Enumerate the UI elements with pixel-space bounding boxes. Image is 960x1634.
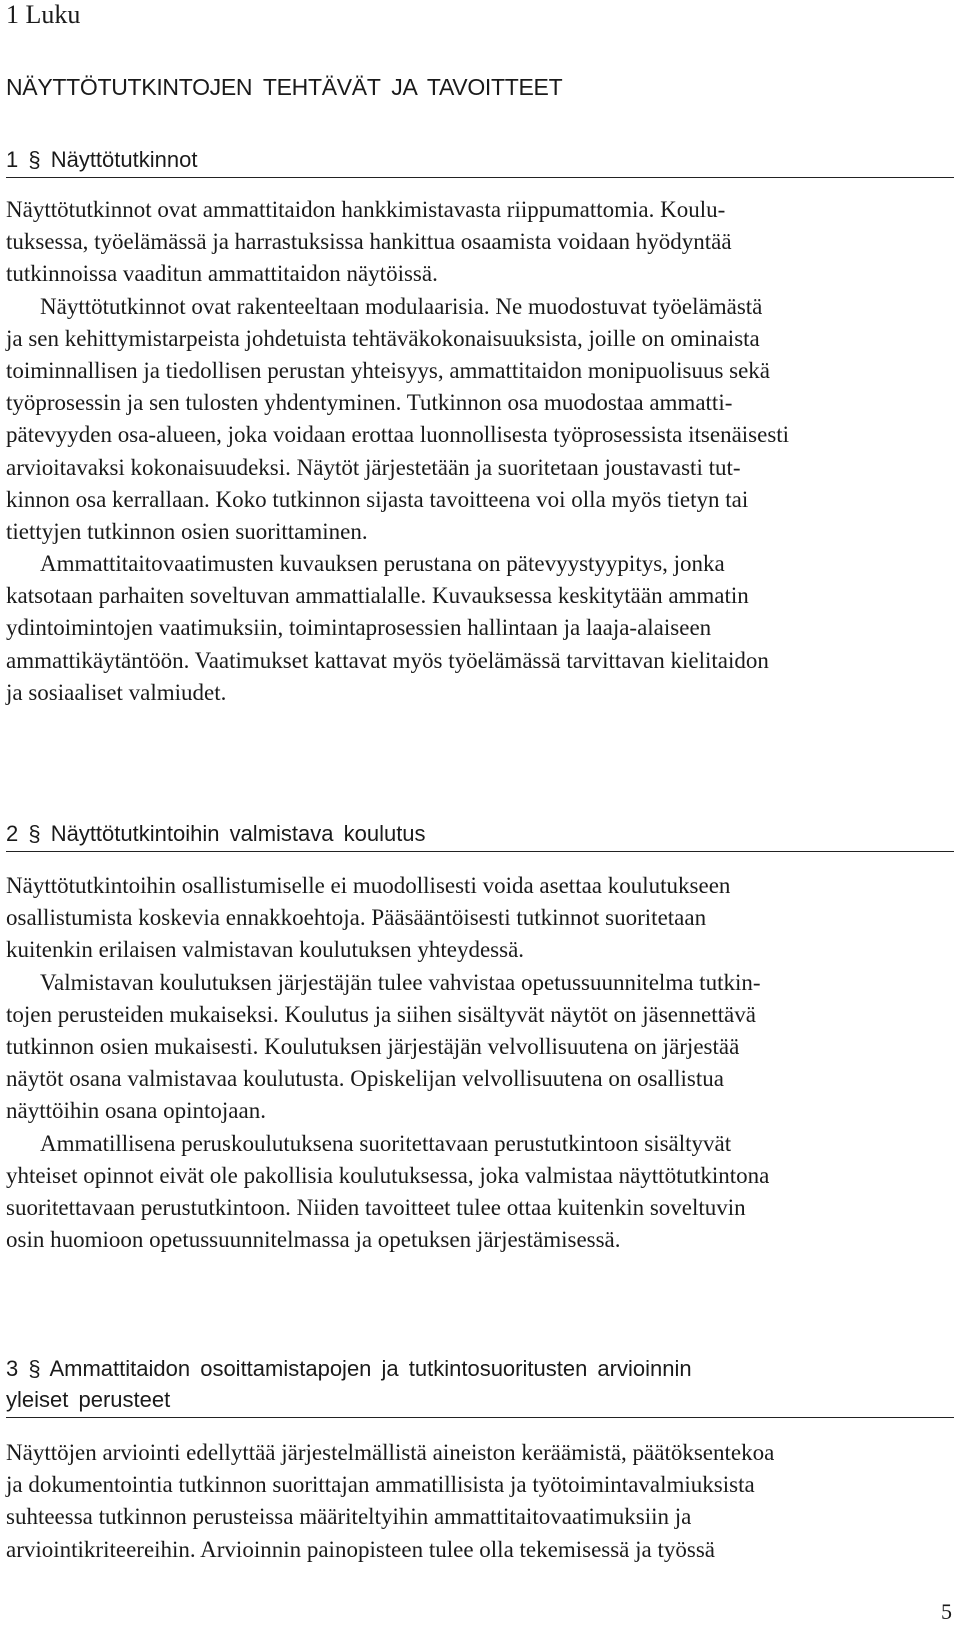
- part-title: NÄYTTÖTUTKINTOJEN TEHTÄVÄT JA TAVOITTEET: [6, 74, 563, 100]
- text-line: ja sosiaaliset valmiudet.: [6, 679, 227, 705]
- section-3-paragraph-1: [6, 1437, 954, 1566]
- section-2-paragraph-1: [6, 870, 954, 967]
- text-line: näytöt osana valmistavaa koulutusta. Opiskelijan velvollisuutena on osallistua: [6, 1066, 724, 1092]
- text-line: toiminnallisen ja tiedollisen perustan yhteisyys, ammattitaidon monipuolisuus sekä: [6, 358, 771, 383]
- text-line: Ammattitaitovaatimusten kuvauksen perustana on pätevyystyypitys, jonka: [40, 551, 725, 576]
- text-line: kuitenkin erilaisen valmistavan koulutuksen yhteydessä.: [6, 937, 525, 963]
- section-1-paragraph-3: [6, 548, 954, 709]
- text-line: osin huomioon opetussuunnitelmassa ja opetuksen järjestämisessä.: [6, 1227, 621, 1253]
- section-3-heading: [6, 1353, 954, 1418]
- text-line: tojen perusteiden mukaiseksi. Koulutus ja siihen sisältyvät näytöt on jäsennettävä: [6, 1001, 756, 1027]
- text-line: ja dokumentointia tutkinnon suorittajan ammatillisista ja työtoimintavalmiuksista: [6, 1472, 755, 1498]
- text-line: tuksessa, työelämässä ja harrastuksissa hankittua osaamista voidaan hyödyntää: [6, 229, 732, 255]
- text-line: ammattikäytäntöön. Vaatimukset kattavat myös työelämässä tarvittavan kielitaidon: [6, 647, 769, 673]
- text-line: työprosessin ja sen tulosten yhdentyminen. Tutkinnon osa muodostaa ammatti-: [6, 390, 733, 416]
- text-line: Ammatillisena peruskoulutuksena suoritettavaan perustutkintoon sisältyvät: [40, 1130, 732, 1156]
- section-2-paragraph-2: [6, 967, 954, 1128]
- text-line: Valmistavan koulutuksen järjestäjän tulee vahvistaa opetussuunnitelma tutkin-: [40, 969, 761, 995]
- text-line: tiettyjen tutkinnon osien suorittaminen.: [6, 519, 368, 545]
- text-line: ydintoimintojen vaatimuksiin, toimintaprosessien hallintaan ja laaja-alaiseen: [6, 615, 712, 641]
- text-line: Näyttötutkintoihin osallistumiselle ei muodollisesti voida asettaa koulutukseen: [6, 873, 731, 898]
- text-line: tutkinnon osien mukaisesti. Koulutuksen järjestäjän velvollisuutena on järjestää: [6, 1034, 740, 1059]
- section-3-heading-line: 3 § Ammattitaidon osoittamistapojen ja tutkintosuoritusten arvioinnin: [6, 1356, 692, 1381]
- section-2-heading-text: 2 § Näyttötutkintoihin valmistava koulutus: [6, 821, 426, 846]
- text-line: ja sen kehittymistarpeista johdetuista tehtäväkokonaisuuksista, joille on ominaista: [6, 325, 760, 351]
- page-number: 5: [941, 1599, 952, 1624]
- text-line: tutkinnoissa vaaditun ammattitaidon näytöissä.: [6, 261, 438, 287]
- chapter-label: 1 Luku: [6, 0, 81, 29]
- text-line: katsotaan parhaiten soveltuvan ammattialalle. Kuvauksessa keskitytään ammatin: [6, 583, 749, 609]
- text-line: suhteessa tutkinnon perusteissa määriteltyihin ammattitaitovaatimuksiin ja: [6, 1504, 692, 1530]
- section-1-heading: [6, 144, 954, 178]
- text-line: Näyttötutkinnot ovat ammattitaidon hankkimistavasta riippumattomia. Koulu-: [6, 197, 726, 222]
- text-line: arviointikriteereihin. Arvioinnin painopisteen tulee olla tekemisessä ja työssä: [6, 1536, 715, 1562]
- section-2-heading: [6, 818, 954, 852]
- text-line: Näyttöjen arviointi edellyttää järjestelmällistä aineiston keräämistä, päätöksentekoa: [6, 1440, 775, 1465]
- text-line: yhteiset opinnot eivät ole pakollisia koulutuksessa, joka valmistaa näyttötutkintona: [6, 1162, 770, 1188]
- section-1-paragraph-1: [6, 194, 954, 291]
- section-3-heading-line: yleiset perusteet: [6, 1387, 171, 1412]
- section-1-paragraph-2: [6, 291, 954, 549]
- section-1-heading-text: 1 § Näyttötutkinnot: [6, 147, 198, 172]
- text-line: kinnon osa kerrallaan. Koko tutkinnon sijasta tavoitteena voi olla myös tietyn tai: [6, 486, 749, 512]
- text-line: osallistumista koskevia ennakkoehtoja. Pääsääntöisesti tutkinnot suoritetaan: [6, 905, 707, 931]
- text-line: suoritettavaan perustutkintoon. Niiden tavoitteet tulee ottaa kuitenkin soveltuvin: [6, 1195, 746, 1220]
- text-line: pätevyyden osa-alueen, joka voidaan erottaa luonnollisesta työprosessista itsenäisesti: [6, 422, 790, 448]
- text-line: näyttöihin osana opintojaan.: [6, 1098, 266, 1124]
- section-2-paragraph-3: [6, 1128, 954, 1257]
- text-line: arvioitavaksi kokonaisuudeksi. Näytöt järjestetään ja suoritetaan joustavasti tut-: [6, 454, 741, 480]
- text-line: Näyttötutkinnot ovat rakenteeltaan modulaarisia. Ne muodostuvat työelämästä: [40, 293, 763, 319]
